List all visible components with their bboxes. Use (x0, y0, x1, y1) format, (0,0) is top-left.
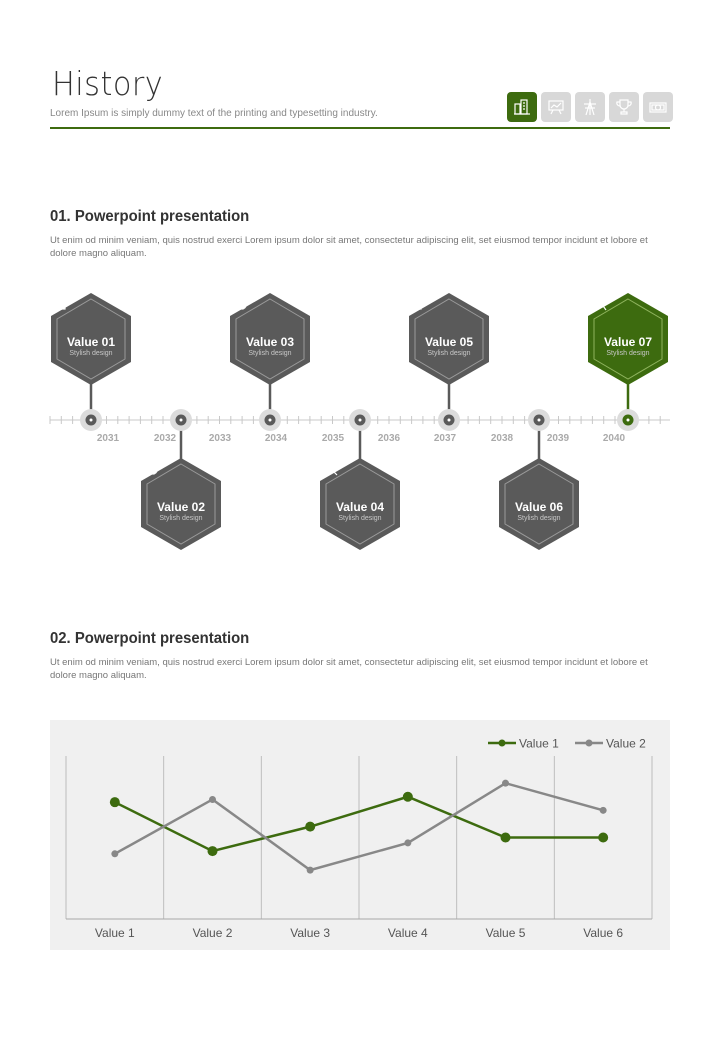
tab-buildings[interactable] (507, 92, 537, 122)
house-icon (50, 292, 70, 312)
tab-chart-board[interactable] (541, 92, 571, 122)
year-label: 2033 (208, 433, 232, 444)
timeline-item-03[interactable] (229, 292, 311, 386)
timeline-item-sub: Stylish design (159, 515, 203, 522)
timeline-item-06[interactable] (498, 457, 580, 551)
timeline-node-dot (180, 419, 183, 422)
page-title: History (52, 64, 164, 103)
handshake-icon (498, 457, 518, 477)
section2-text: Ut enim od minim veniam, quis nostrud exerci Lorem ipsum dolor sit amet, consectetur adipiscing elit, set eiusmod tempor incidunt et lobore et dolore magno aliquam. (50, 657, 648, 681)
mountain-flag-icon (587, 292, 607, 312)
timeline-item-sub: Stylish design (606, 350, 650, 357)
page-subtitle: Lorem Ipsum is simply dummy text of the printing and typesetting industry. (50, 108, 378, 119)
timeline-item-sub: Stylish design (69, 350, 113, 357)
chart-category-label: Value 1 (94, 926, 135, 940)
chart-legend-marker (586, 740, 593, 747)
timeline-node-dot (538, 419, 541, 422)
timeline-item-01[interactable] (50, 292, 132, 386)
tab-money[interactable] (643, 92, 673, 122)
chart-legend-marker (499, 740, 506, 747)
year-label: 2031 (96, 433, 120, 444)
timeline-node-dot (359, 419, 362, 422)
timeline-node-dot (90, 419, 93, 422)
timeline-item-sub: Stylish design (517, 515, 561, 522)
year-label: 2038 (490, 433, 514, 444)
year-label: 2036 (377, 433, 401, 444)
timeline-item-sub: Stylish design (338, 515, 382, 522)
chart-point (305, 822, 315, 832)
icon-tabs (507, 92, 673, 122)
chart-legend-label: Value 1 (519, 736, 559, 751)
chart-point (208, 846, 218, 856)
year-label: 2039 (546, 433, 570, 444)
money-icon (649, 98, 667, 116)
trophy-icon (615, 98, 633, 116)
timeline-item-05[interactable] (408, 292, 490, 386)
year-label: 2035 (321, 433, 345, 444)
pills-icon (140, 457, 160, 477)
chart-point (502, 780, 509, 787)
drop-plus-icon (229, 292, 249, 312)
timeline-item-label: Value 04 (335, 500, 385, 514)
chart-category-label: Value 3 (290, 926, 331, 940)
section1-title: 01. Powerpoint presentation (50, 208, 250, 225)
tab-trophy[interactable] (609, 92, 639, 122)
chart-board-icon (547, 98, 565, 116)
timeline-item-label: Value 07 (603, 335, 653, 349)
timeline-item-sub: Stylish design (427, 350, 471, 357)
year-label: 2040 (602, 433, 626, 444)
chart-point (600, 807, 607, 814)
timeline-item-label: Value 02 (156, 500, 206, 514)
chart-category-label: Value 6 (583, 926, 624, 940)
tab-tower[interactable] (575, 92, 605, 122)
chart-category-label: Value 5 (485, 926, 526, 940)
timeline-item-04[interactable] (319, 457, 401, 551)
timeline-item-02[interactable] (140, 457, 222, 551)
line-chart-svg (50, 720, 670, 950)
trophy-icon (408, 292, 428, 312)
timeline-item-07[interactable] (587, 292, 669, 386)
chart-point (111, 850, 118, 857)
chart-point (403, 792, 413, 802)
timeline-item-sub: Stylish design (248, 350, 292, 357)
header-divider (50, 127, 670, 129)
year-label: 2032 (153, 433, 177, 444)
timeline-item-label: Value 01 (66, 335, 116, 349)
section2-title: 02. Powerpoint presentation (50, 630, 250, 647)
year-label: 2037 (433, 433, 457, 444)
chart-point (501, 833, 511, 843)
timeline-node-dot (269, 419, 272, 422)
line-chart (50, 720, 670, 950)
buildings-icon (513, 98, 531, 116)
chart-point (598, 833, 608, 843)
chart-category-label: Value 2 (192, 926, 233, 940)
chart-category-label: Value 4 (387, 926, 428, 940)
timeline-node-dot (627, 419, 630, 422)
chart-point (110, 797, 120, 807)
timeline-item-label: Value 06 (514, 500, 564, 514)
timeline-item-label: Value 05 (424, 335, 474, 349)
chart-point (404, 839, 411, 846)
chart-legend-label: Value 2 (606, 736, 646, 751)
tower-icon (581, 98, 599, 116)
timeline-node-dot (448, 419, 451, 422)
timeline-item-label: Value 03 (245, 335, 295, 349)
section1-text: Ut enim od minim veniam, quis nostrud exerci Lorem ipsum dolor sit amet, consectetur adipiscing elit, set eiusmod tempor incidunt et lobore et dolore magno aliquam. (50, 235, 648, 259)
year-label: 2034 (264, 433, 288, 444)
magnifier-chart-icon (319, 457, 339, 477)
chart-point (209, 796, 216, 803)
timeline (0, 280, 720, 570)
chart-point (307, 867, 314, 874)
